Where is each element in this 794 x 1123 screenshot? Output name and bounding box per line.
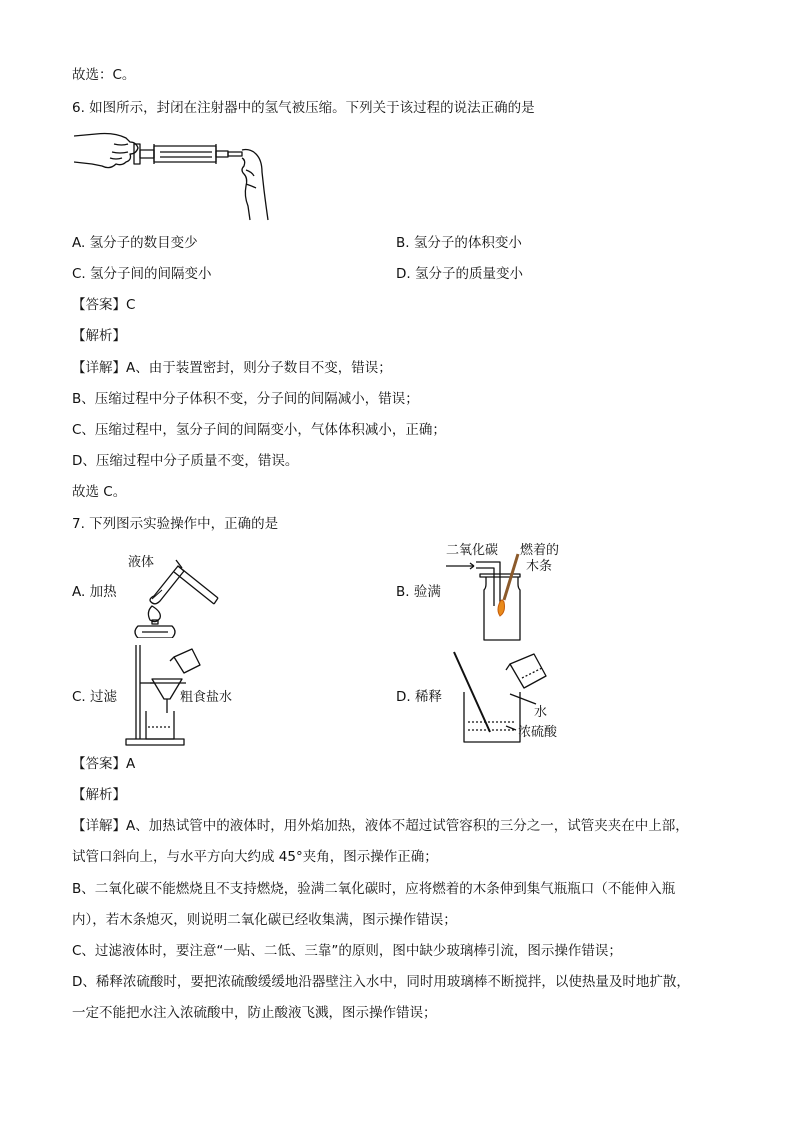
fig-b-label3: 木条 — [526, 559, 553, 574]
q7-stem: 7. 下列图示实验操作中，正确的是 — [72, 516, 279, 532]
q7-option-a: A. 加热 — [72, 584, 117, 600]
dilution-figure — [450, 650, 570, 744]
q7-detail-line: D、稀释浓硫酸时，要把浓硫酸缓缓地沿器壁注入水中，同时用玻璃棒不断搅拌，以使热量及时地扩散， — [72, 974, 690, 990]
co2-test-figure — [440, 540, 570, 642]
q6-detail-line: D、压缩过程中分子质量不变，错误。 — [72, 453, 299, 469]
q7-option-b: B. 验满 — [396, 584, 441, 600]
prev-answer: 故选：C。 — [72, 67, 136, 83]
q6-detail-line: B、压缩过程中分子体积不变，分子间的间隔减小，错误； — [72, 391, 419, 407]
q7-detail-line: 试管口斜向上，与水平方向大约成 45°夹角，图示操作正确； — [72, 849, 438, 865]
fig-c-label: 粗食盐水 — [180, 690, 233, 705]
q6-answer: 【答案】C — [72, 297, 136, 313]
q6-option-b: B. 氢分子的体积变小 — [396, 235, 522, 251]
q6-option-a: A. 氢分子的数目变少 — [72, 235, 198, 251]
q7-detail-line: 内），若木条熄灭，则说明二氧化碳已经收集满，图示操作错误； — [72, 912, 457, 928]
fig-d-label2: 浓硫酸 — [518, 725, 558, 740]
q7-detail-line: B、二氧化碳不能燃烧且不支持燃烧，验满二氧化碳时，应将燃着的木条伸到集气瓶瓶口（不能伸入瓶 — [72, 881, 676, 897]
fig-d-label1: 水 — [534, 705, 548, 720]
q6-analysis-heading: 【解析】 — [72, 328, 126, 344]
q6-option-d: D. 氢分子的质量变小 — [396, 266, 523, 282]
q6-conclusion: 故选 C。 — [72, 484, 127, 500]
filtration-figure — [122, 643, 252, 749]
q7-detail-line: 【详解】A、加热试管中的液体时，用外焰加热，液体不超过试管容积的三分之一，试管夹夹在中上部， — [72, 818, 689, 834]
q6-option-c: C. 氢分子间的间隔变小 — [72, 266, 212, 282]
q7-detail-line: 一定不能把水注入浓硫酸中，防止酸液飞溅，图示操作错误； — [72, 1005, 437, 1021]
q7-option-d: D. 稀释 — [396, 689, 442, 705]
fig-b-label1: 二氧化碳 — [446, 543, 499, 558]
q6-stem: 6. 如图所示，封闭在注射器中的氢气被压缩。下列关于该过程的说法正确的是 — [72, 100, 535, 116]
q7-analysis-heading: 【解析】 — [72, 787, 126, 803]
q6-detail-line: 【详解】A、由于装置密封，则分子数目不变，错误； — [72, 360, 392, 376]
q7-option-c: C. 过滤 — [72, 689, 118, 705]
heating-figure — [122, 546, 222, 638]
q7-detail-line: C、过滤液体时，要注意“一贴、二低、三靠”的原则，图中缺少玻璃棒引流，图示操作错误； — [72, 943, 622, 959]
q7-answer: 【答案】A — [72, 756, 136, 772]
syringe-figure — [74, 130, 274, 222]
fig-a-label: 液体 — [128, 555, 155, 570]
fig-b-label2: 燃着的 — [520, 543, 560, 558]
q6-detail-line: C、压缩过程中，氢分子间的间隔变小，气体体积减小，正确； — [72, 422, 446, 438]
